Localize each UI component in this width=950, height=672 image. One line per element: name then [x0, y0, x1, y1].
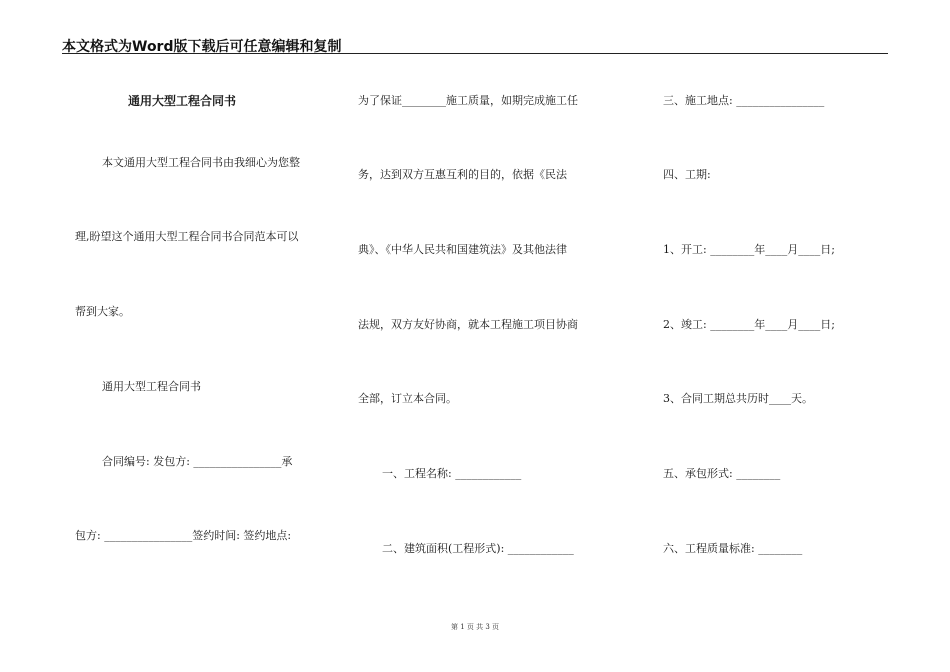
subtitle-line: 通用大型工程合同书: [102, 380, 201, 393]
intro-line-2: 理,盼望这个通用大型工程合同书合同范本可以: [75, 230, 299, 243]
building-area-line: 二、建筑面积(工程形式): ____________: [382, 542, 574, 555]
body-line-2: 务，达到双方互惠互利的目的，依据《民法: [358, 168, 567, 181]
project-name-line: 一、工程名称: ____________: [382, 467, 522, 480]
completion-date-line: 2、竣工: ________年____月____日;: [663, 318, 835, 331]
body-line-4: 法规，双方友好协商，就本工程施工项目协商: [358, 318, 578, 331]
body-line-1: 为了保证________施工质量，如期完成施工任: [358, 94, 578, 107]
body-line-5: 全部，订立本合同。: [358, 392, 457, 405]
body-line-3: 典》、《中华人民共和国建筑法》及其他法律: [358, 243, 567, 256]
intro-line-3: 帮到大家。: [75, 305, 130, 318]
header-divider: [62, 53, 888, 54]
document-header: 本文格式为Word版下载后可任意编辑和复制: [62, 39, 342, 55]
quality-standard-line: 六、工程质量标准: ________: [663, 542, 803, 555]
contractor-line: 包方: ________________签约时间: 签约地点:: [75, 529, 292, 542]
page-number: 第 1 页 共 3 页: [450, 623, 500, 631]
construction-site-line: 三、施工地点: ________________: [663, 94, 825, 107]
intro-line-1: 本文通用大型工程合同书由我细心为您整: [102, 156, 300, 169]
total-days-line: 3、合同工期总共历时____天。: [663, 392, 813, 405]
contract-title: 通用大型工程合同书: [128, 94, 237, 108]
contract-number-line: 合同编号: 发包方: ________________承: [102, 455, 293, 468]
contract-form-line: 五、承包形式: ________: [663, 467, 781, 480]
duration-heading: 四、工期:: [663, 168, 711, 181]
start-date-line: 1、开工: ________年____月____日;: [663, 243, 835, 256]
